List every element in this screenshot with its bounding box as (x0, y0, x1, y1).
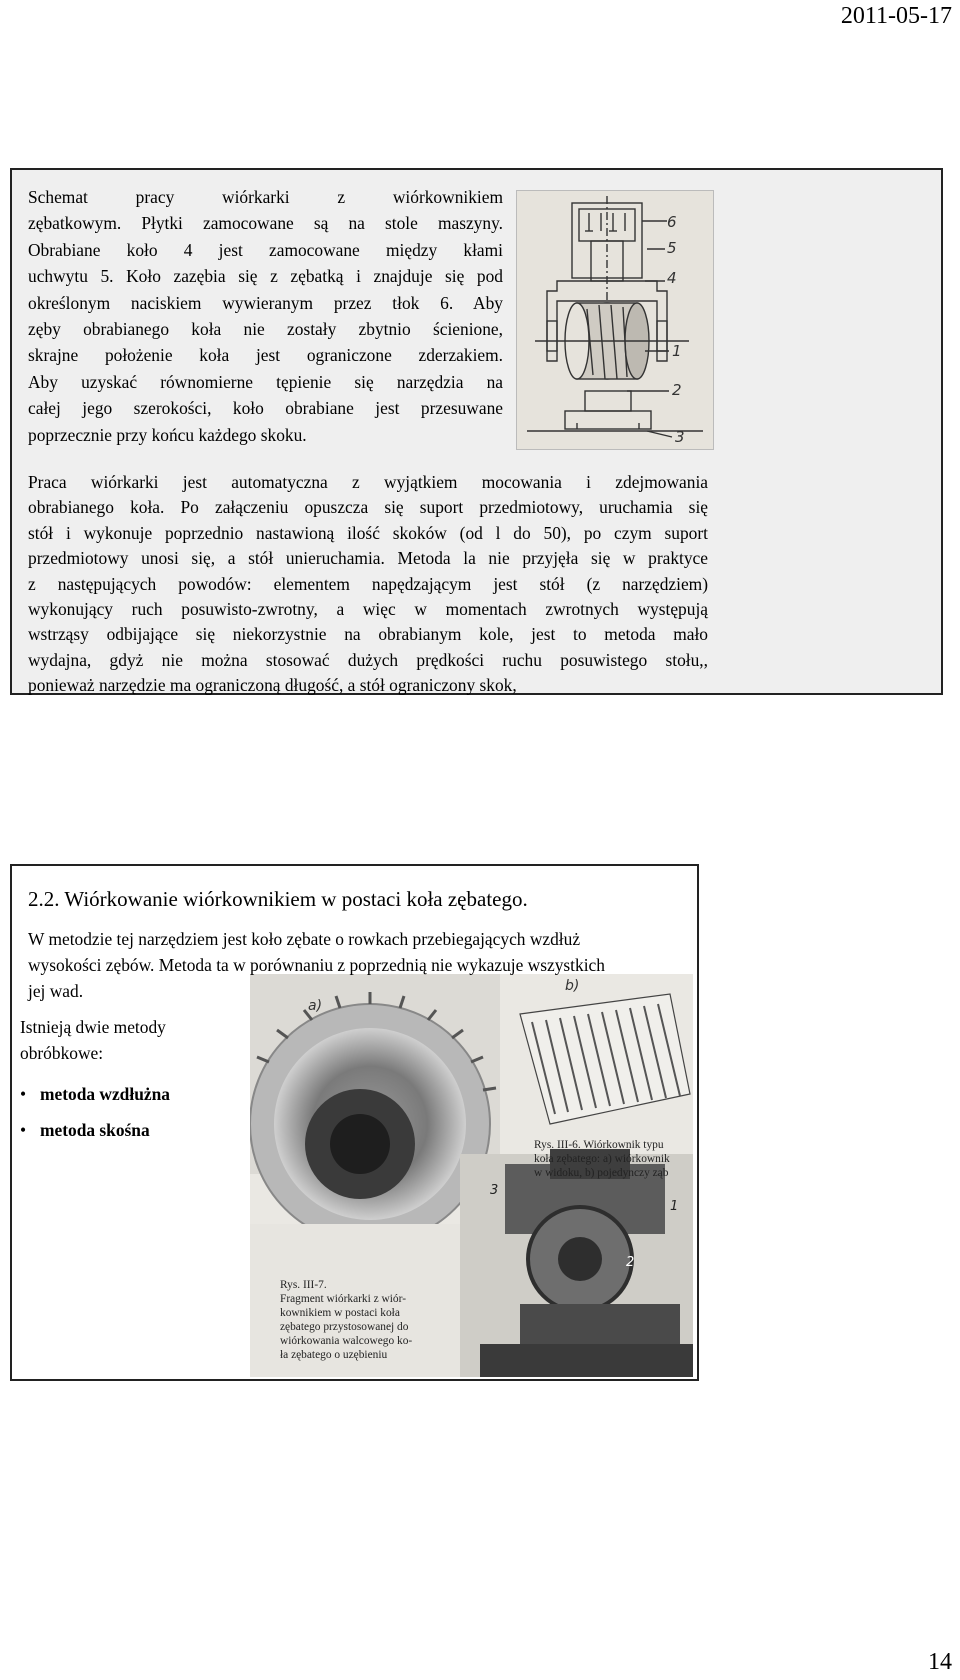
text-line: Schemat pracy wiórkarki z wiórkownikiem (28, 187, 503, 207)
caption-line: koła zębatego: a) wiórkownik (534, 1153, 670, 1165)
caption-line: zębatego przystosowanej do (280, 1321, 409, 1333)
text-line: poprzecznie przy końcu każdego skoku. (28, 424, 307, 445)
caption-line: wiórkowania walcowego ko- (280, 1335, 413, 1347)
page-number: 14 (928, 1649, 952, 1675)
rack-shaving-diagram (516, 190, 714, 450)
caption-line: w widoku, b) pojedynczy ząb (534, 1167, 669, 1179)
list-item (20, 1112, 170, 1148)
figure-caption-1 (534, 1138, 670, 1180)
text-line: całej jego szerokości, koło obrabiane jest przesuwane (28, 398, 503, 419)
method-label: metoda wzdłużna (40, 1084, 170, 1104)
single-tooth-drawing (520, 994, 690, 1124)
diagram-label-4: 4 (667, 269, 677, 287)
text-line: skrajne położenie koła jest ograniczone zderzakiem. (28, 345, 503, 366)
text-line: ponieważ narzędzie ma ograniczoną długość, a stół ograniczony skok, (28, 675, 517, 696)
text-line: Aby uzyskać równomierne tępienie się narzędzia na (28, 371, 503, 392)
slide-2 (10, 864, 699, 1381)
diagram-label-6: 6 (667, 213, 677, 231)
photo-label-2: 2 (626, 1255, 635, 1270)
diagram-label-5: 5 (667, 239, 677, 257)
photo-label-b: b) (565, 978, 580, 994)
text-line: określonym naciskiem wywieranym przez tłok 6. Aby (28, 292, 503, 313)
text-line: przedmiotowy unosi się, a stół unieruchamia. Metoda la nie przyjęła się w praktyce (28, 548, 708, 569)
text-line: W metodzie tej narzędziem jest koło zębate o rowkach przebiegających wzdłuż (28, 929, 581, 949)
text-line: Praca wiórkarki jest automatyczna z wyjątkiem mocowania i zdejmowania (28, 472, 708, 492)
text-line: Istnieją dwie metody (20, 1017, 166, 1037)
diagram-label-2: 2 (672, 381, 682, 399)
text-line: zęby obrabianego koła nie zostały zbytnio ścienione, (28, 319, 503, 340)
bullet-icon: • (20, 1120, 27, 1140)
text-line: wstrząsy odbijające się niekorzystnie na obrabianym kole, jest to metoda mało (28, 624, 708, 645)
text-line: wysokości zębów. Metoda ta w porównaniu z poprzednią nie wykazuje wszystkich (28, 955, 605, 975)
diagram-drawing (517, 191, 713, 449)
caption-line: Rys. III-6. Wiórkownik typu (534, 1139, 664, 1151)
figure-caption-2 (280, 1278, 412, 1362)
photo-label-1: 1 (670, 1199, 679, 1214)
bullet-icon: • (20, 1084, 27, 1104)
text-line: obrabianego koła. Po załączeniu opuszcza się suport przedmiotowy, uruchamia się (28, 497, 708, 518)
text-line: jej wad. (28, 981, 84, 1001)
text-line: zębatkowym. Płytki zamocowane są na stole maszyny. (28, 213, 503, 234)
photo-label-a: a) (308, 998, 323, 1014)
text-line: obróbkowe: (20, 1043, 104, 1063)
header-date: 2011-05-17 (840, 3, 952, 29)
slide-1 (10, 168, 943, 695)
section-title: 2.2. Wiórkowanie wiórkownikiem w postaci koła zębatego. (28, 887, 528, 911)
slide1-paragraph-1 (28, 184, 503, 448)
method-label: metoda skośna (40, 1120, 150, 1140)
slide1-paragraph-2 (28, 470, 708, 699)
text-line: uchwytu 5. Koło zazębia się z zębatką i znajduje się pod (28, 266, 503, 287)
text-line: Obrabiane koło 4 jest zamocowane między kłami (28, 239, 503, 260)
caption-line: Rys. III-7. (280, 1279, 327, 1291)
caption-line: ła zębatego o uzębieniu (280, 1349, 388, 1361)
text-line: stół i wykonuje poprzednio nastawioną ilość skoków (od l do 50), po czym suport (28, 522, 708, 543)
text-line: z następujących powodów: elementem napędzającym jest stół (z narzędziem) (28, 573, 708, 594)
section-text (28, 926, 683, 1004)
diagram-label-3: 3 (675, 428, 685, 446)
photo-label-3: 3 (490, 1183, 499, 1198)
caption-line: Fragment wiórkarki z wiór- (280, 1293, 406, 1305)
list-item (20, 1076, 170, 1112)
text-line: wydajna, gdyż nie można stosować dużych prędkości ruchu posuwistego stołu,, (28, 649, 708, 670)
methods-intro (20, 1014, 220, 1066)
caption-line: kownikiem w postaci koła (280, 1307, 400, 1319)
diagram-label-1: 1 (672, 342, 682, 360)
methods-list (20, 1076, 170, 1148)
text-line: wykonujący ruch posuwisto-zwrotny, a więc w momentach zwrotnych występują (28, 599, 708, 620)
